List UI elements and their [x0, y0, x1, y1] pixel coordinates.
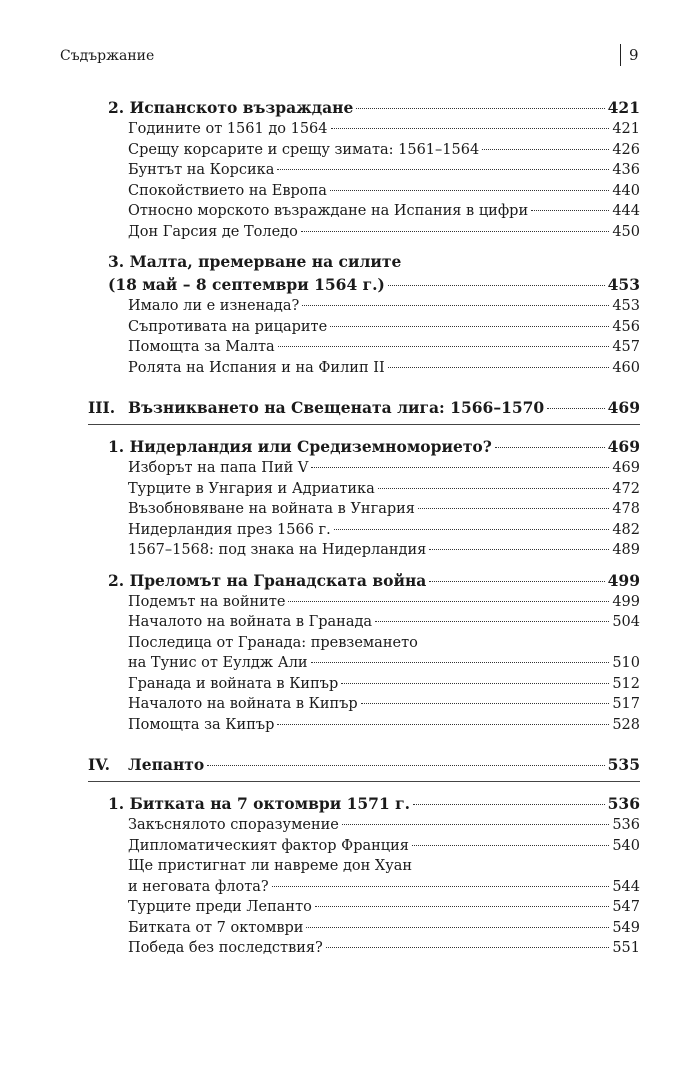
toc-subsection-entry [88, 715, 640, 736]
toc-page-number: 499 [607, 570, 640, 590]
toc-subsection-entry [88, 520, 640, 541]
toc-subsection-entry [88, 592, 640, 613]
page-number: 9 [620, 44, 639, 66]
toc-subsection-entry [88, 296, 640, 317]
toc-page-number: 547 [612, 899, 640, 915]
toc-chapter-entry [88, 273, 640, 296]
toc-page-number: 535 [607, 755, 640, 774]
dot-leader [378, 488, 610, 489]
toc-page-number: 421 [607, 98, 640, 117]
toc-part-entry [88, 753, 640, 777]
dot-leader [301, 231, 609, 232]
toc-subsection-entry [88, 458, 640, 479]
dot-leader [277, 724, 609, 725]
dot-leader [277, 169, 609, 170]
toc-part-entry [88, 396, 640, 420]
toc-entry-title: Имало ли е изненада? [128, 298, 300, 314]
spacer [88, 735, 640, 753]
toc-page-number: 469 [607, 437, 640, 456]
toc-subsection-entry [88, 694, 640, 715]
toc-page-number: 528 [612, 716, 640, 733]
dot-leader [356, 108, 604, 109]
spacer [88, 378, 640, 396]
toc-entry-title: Изборът на папа Пий V [128, 460, 309, 476]
toc-chapter-entry [88, 569, 640, 592]
dot-leader [330, 190, 609, 191]
toc-page-number: 472 [612, 480, 640, 497]
toc-entry-title: (18 май – 8 септември 1564 г.) [108, 275, 385, 294]
dot-leader [547, 408, 604, 409]
table-of-contents [88, 96, 640, 959]
dot-leader [375, 621, 609, 622]
toc-entry-title: Срещу корсарите и срещу зимата: 1561–1564 [128, 141, 480, 158]
toc-entry-title: Възобновяване на войната в Унгария [128, 501, 415, 517]
toc-subsection-entry [88, 540, 640, 561]
dot-leader [302, 305, 609, 306]
toc-page-number: 453 [612, 298, 640, 314]
toc-page-number: 450 [612, 223, 640, 240]
toc-entry-title: Спокойствието на Европа [128, 182, 327, 199]
toc-page-number: 482 [612, 521, 640, 538]
toc-page-number: 453 [607, 275, 640, 294]
toc-page-number: 512 [612, 675, 640, 692]
toc-page-number: 460 [612, 359, 640, 376]
toc-subsection-entry [88, 877, 640, 898]
toc-page-number: 549 [612, 919, 640, 936]
toc-subsection-entry [88, 612, 640, 633]
toc-page-number: 469 [612, 460, 640, 476]
toc-page-number: 551 [612, 940, 640, 956]
toc-subsection-entry [88, 337, 640, 358]
dot-leader [495, 447, 605, 448]
toc-entry-title: Турците преди Лепанто [128, 899, 312, 915]
toc-page-number: 436 [612, 162, 640, 178]
toc-entry-title: Помощта за Малта [128, 339, 275, 355]
toc-subsection-entry [88, 119, 640, 140]
toc-page-number: 489 [612, 542, 640, 558]
toc-subsection-entry [88, 222, 640, 243]
toc-entry-title: 2. Преломът на Гранадската война [108, 570, 427, 590]
dot-leader [412, 845, 609, 846]
toc-subsection-entry [88, 674, 640, 695]
toc-subsection-entry [88, 836, 640, 857]
toc-subsection-entry [88, 815, 640, 836]
dot-leader [326, 947, 609, 948]
dot-leader [531, 210, 609, 211]
toc-entry-title: 1. Нидерландия или Средиземноморието? [108, 437, 492, 456]
toc-entry-title: Лепанто [128, 755, 205, 774]
toc-part-number: IV. [88, 755, 110, 774]
toc-page-number: 457 [612, 339, 640, 355]
toc-subsection-entry [88, 897, 640, 918]
toc-entry-title: и неговата флота? [128, 878, 269, 895]
toc-subsection-entry [88, 938, 640, 959]
toc-chapter-entry [88, 96, 640, 119]
toc-page-number: 469 [607, 398, 640, 417]
toc-chapter-entry [88, 435, 640, 458]
toc-entry-title: Дон Гарсия де Толедо [128, 223, 298, 240]
toc-page-number: 517 [612, 696, 640, 712]
spacer [88, 561, 640, 569]
toc-subsection-entry [88, 499, 640, 520]
dot-leader [288, 601, 609, 602]
dot-leader [207, 765, 604, 766]
toc-entry-title: Дипломатическият фактор Франция [128, 837, 409, 854]
spacer [88, 242, 640, 250]
toc-entry-title: 1. Битката на 7 октомври 1571 г. [108, 794, 411, 813]
toc-entry-line [88, 250, 640, 273]
dot-leader [311, 467, 609, 468]
toc-entry-title: на Тунис от Еулдж Али [128, 655, 308, 671]
toc-entry-title: Относно морското възраждане на Испания в цифри [128, 203, 529, 219]
toc-subsection-entry [88, 201, 640, 222]
dot-leader [388, 367, 610, 368]
toc-subsection-entry [88, 160, 640, 181]
toc-entry-title: Началото на войната в Гранада [128, 614, 373, 630]
toc-page-number: 426 [612, 141, 640, 158]
dot-leader [306, 927, 609, 928]
toc-entry-title: Възникването на Свещената лига: 1566–1570 [128, 398, 545, 417]
toc-chapter-entry [88, 792, 640, 815]
toc-part-number: III. [88, 398, 116, 417]
toc-page-number: 440 [612, 182, 640, 199]
dot-leader [361, 703, 610, 704]
dot-leader [311, 662, 610, 663]
toc-entry-title: Подемът на войните [128, 593, 286, 610]
toc-entry-title: Закъснялото споразумение [128, 817, 339, 833]
toc-page-number: 499 [612, 593, 640, 610]
part-divider [88, 424, 640, 425]
part-divider [88, 781, 640, 782]
toc-page-number: 536 [607, 794, 640, 813]
toc-entry-title: Нидерландия през 1566 г. [128, 521, 331, 538]
toc-entry-title: 1567–1568: под знака на Нидерландия [128, 542, 427, 558]
dot-leader [482, 149, 609, 150]
toc-entry-line [88, 856, 640, 877]
toc-entry-title: Помощта за Кипър [128, 716, 275, 733]
toc-entry-title: Годините от 1561 до 1564 [128, 121, 328, 137]
dot-leader [341, 683, 609, 684]
toc-entry-title: Победа без последствия? [128, 940, 323, 956]
dot-leader [334, 529, 610, 530]
dot-leader [331, 128, 610, 129]
toc-page-number: 536 [612, 817, 640, 833]
toc-entry-line [88, 633, 640, 654]
dot-leader [272, 886, 610, 887]
toc-page-number: 421 [612, 121, 640, 137]
dot-leader [342, 824, 609, 825]
toc-entry-title: Гранада и войната в Кипър [128, 675, 339, 692]
dot-leader [330, 326, 609, 327]
dot-leader [413, 804, 605, 805]
dot-leader [278, 346, 610, 347]
toc-entry-title: Ролята на Испания и на Филип II [128, 359, 385, 376]
toc-subsection-entry [88, 358, 640, 379]
toc-subsection-entry [88, 918, 640, 939]
toc-entry-title: Бунтът на Корсика [128, 162, 275, 178]
toc-page-number: 540 [612, 837, 640, 854]
toc-subsection-entry [88, 181, 640, 202]
dot-leader [429, 549, 609, 550]
toc-page-number: 504 [612, 614, 640, 630]
dot-leader [315, 906, 609, 907]
toc-page-number: 456 [612, 318, 640, 335]
toc-page-number: 478 [612, 501, 640, 517]
toc-entry-title: Ще пристигнат ли навреме дон Хуан [128, 858, 413, 874]
toc-page-number: 444 [612, 203, 640, 219]
toc-entry-title: Последица от Гранада: превземането [128, 634, 418, 651]
toc-entry-title: Битката от 7 октомври [128, 919, 304, 936]
toc-entry-title: 2. Испанското възраждане [108, 98, 354, 117]
toc-subsection-entry [88, 140, 640, 161]
toc-page-number: 510 [612, 655, 640, 671]
toc-subsection-entry [88, 653, 640, 674]
toc-page-number: 544 [612, 878, 640, 895]
dot-leader [429, 581, 604, 582]
toc-subsection-entry [88, 317, 640, 338]
toc-entry-title: 3. Малта, премерване на силите [108, 252, 402, 271]
dot-leader [388, 285, 605, 286]
toc-entry-title: Началото на войната в Кипър [128, 696, 358, 712]
toc-subsection-entry [88, 479, 640, 500]
toc-entry-title: Турците в Унгария и Адриатика [128, 480, 375, 497]
running-head-title: Съдържание [60, 48, 155, 64]
toc-entry-title: Съпротивата на рицарите [128, 318, 328, 335]
dot-leader [418, 508, 609, 509]
